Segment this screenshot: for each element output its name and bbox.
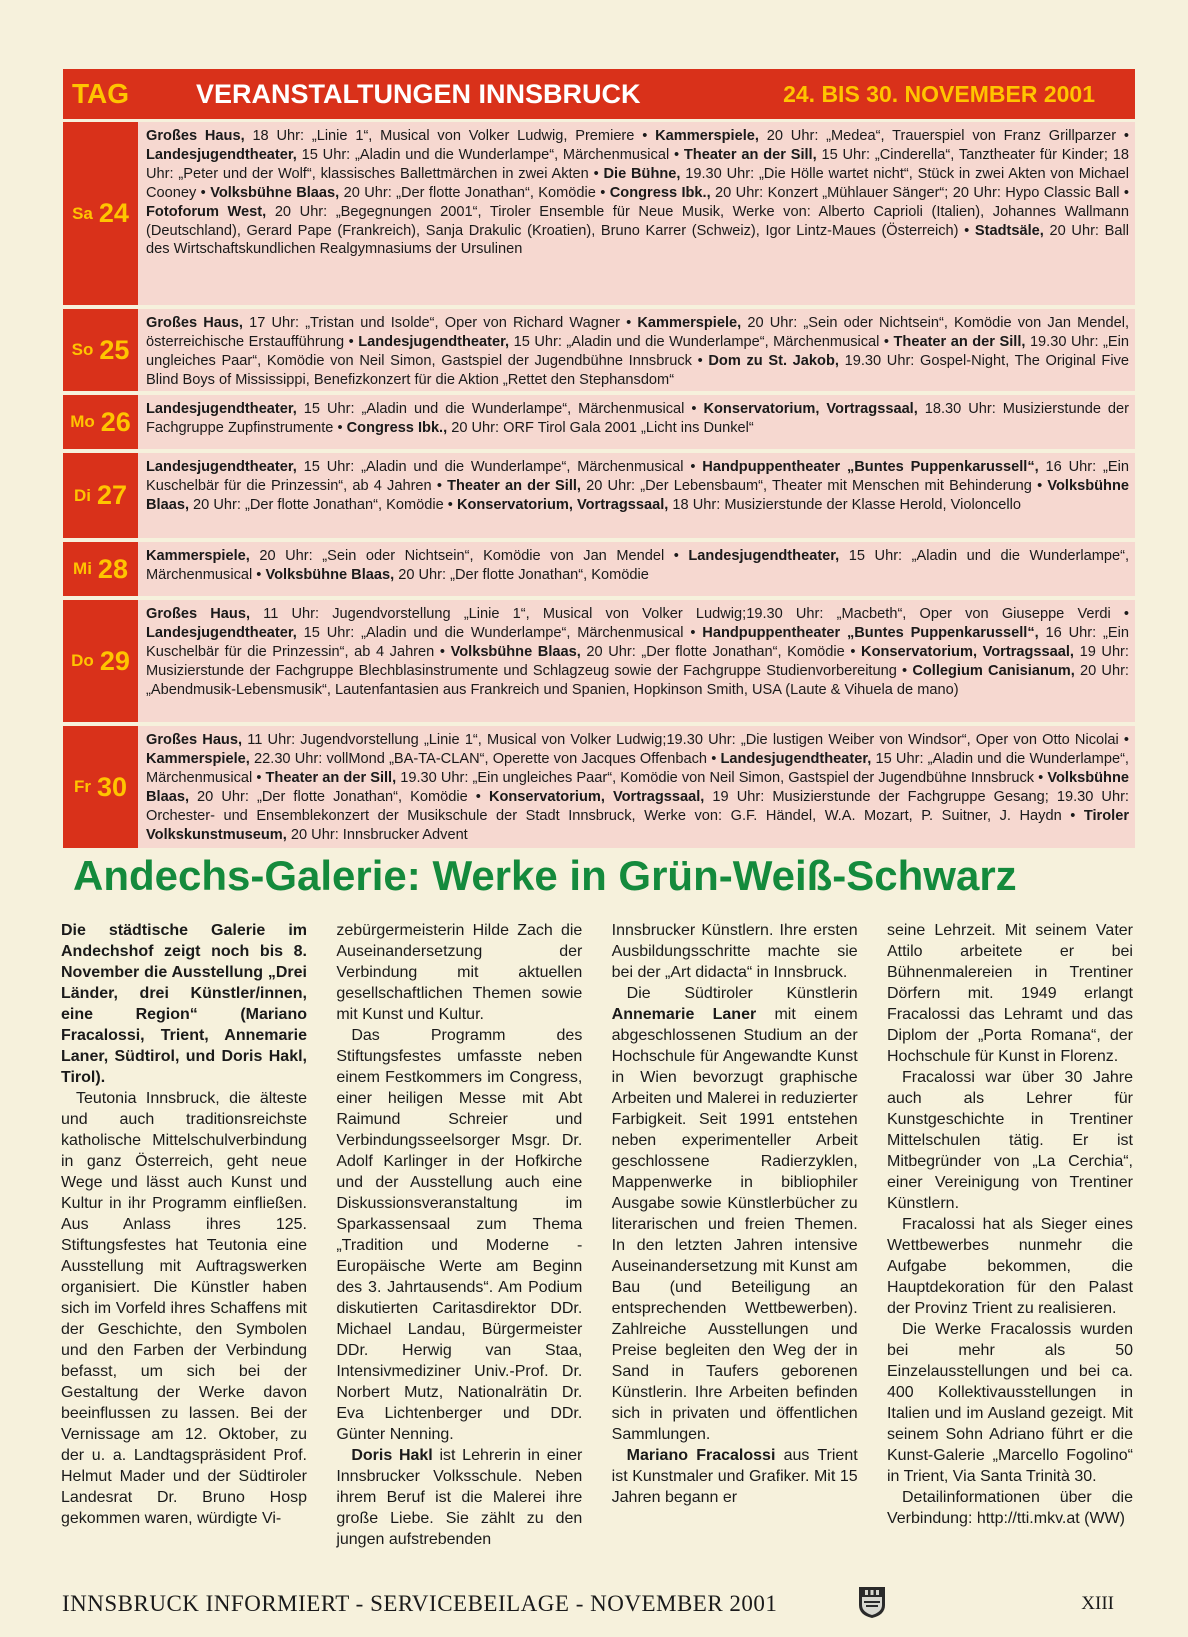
paragraph [612,983,858,1445]
weekday: Di [73,485,91,505]
paragraph-text: mit einem abgeschlossenen Studium an der Hochschule für Angewandte Kunst in Wien bevorzugt graphische Arbeiten und Malerei in reduzierter Farbigkeit. Seit 1991 entstehen neben experimenteller Arbeit geschlossene Radierzyklen, Mappenwerke in bibliophiler Ausgabe sowie Künstlerbücher zu literarischen und freien Themen. In den letzten Jahren intensive Auseinandersetzung mit Kunst am Bau (und Beteiligung an entsprechenden Wettbewerben). Zahlreiche Ausstellungen und Preise begleiten den Weg der in Sand in Taufers geborenen Künstlerin. Ihre Arbeiten befinden sich in privaten und öffentlichen Sammlungen. [611,1006,858,1443]
paragraph-text: Die Südtiroler Künstlerin [626,985,858,1002]
paragraph: Fracalossi hat als Sieger eines Wettbewerbes nunmehr die Aufgabe bekommen, die Hauptdekoration für den Palast der Provinz Trient zu realisieren. [886,1216,1133,1317]
day-label [63,122,138,305]
events-header [63,69,1135,122]
innsbruck-crest-icon [857,1585,887,1619]
day-column-header: TAG [71,78,130,109]
event-details: 20 Uhr: „Der flotte Jonathan“, Komödie • [339,184,610,201]
paragraph-text: aus Trient ist Kunstmaler und Grafiker. Mit 15 Jahren begann er [611,1447,858,1506]
paragraph-text: ist Lehrerin in einer Innsbrucker Volksschule. Neben ihrem Beruf ist die Malerei ihre große Liebe. Sie zählt zu den jungen aufstrebenden [336,1447,583,1548]
event-details: 19.30 Uhr: Gospel-Night, The Original Five Blind Boys of Mississippi, Benefizkonzert für die Aktion „Rettet den Stephansdom“ [146,352,1130,388]
event-details: 19.30 Uhr: „Die Hölle wartet nicht“, Stück in zwei Akten von Michael Cooney • [146,165,1130,201]
venue-name: Konservatorium, Vortragssaal, [456,496,669,513]
venue-name: Landesjugendtheater, [720,750,872,767]
article-headline: Andechs-Galerie: Werke in Grün-Weiß-Schwarz [73,852,1017,899]
venue-name: Fotoforum West, [146,203,267,220]
venue-name: Kammerspiele, [637,315,742,331]
venue-name: Kammerspiele, [146,548,250,564]
event-details: 20 Uhr: Innsbrucker Advent [286,826,468,843]
event-listing [138,309,1135,391]
paragraph: Teutonia Innsbruck, die älteste und auch traditionsreichste katholische Mittelschulverbindung in ganz Österreich, geht neue Wege und lässt auch Kunst und Kultur in ihr Programm einfließen. Aus Anlass ihres 125. Stiftungsfestes hat Teutonia eine Ausstellung mit Auftragswerken organisiert. Die Künstler haben sich im Vorfeld ihres Schaffens mit der Geschichte, den Symbolen und den Farben der Verbindung befasst, um sich bei der Gestaltung der Werke davon beeinflussen zu lassen. Bei der Vernissage am 12. Oktober, zu der u. a. Landtagspräsident Prof. Helmut Mader und der Südtiroler Landesrat Dr. Bruno Hosp gekommen waren, würdigte Vi- [61,1090,307,1527]
events-title: VERANSTALTUNGEN INNSBRUCK [196,78,641,109]
event-day-row [63,122,1135,309]
article-column-1 [61,920,307,1560]
venue-name: Dom zu St. Jakob, [708,352,839,369]
venue-name: Volksbühne Blaas, [265,566,395,583]
event-listing [138,600,1135,722]
events-date-range: 24. BIS 30. NOVEMBER 2001 [783,80,1095,107]
event-details: 16 Uhr: „Ein Kuschelbär für die Prinzessin“, ab 4 Jahren • [146,624,1129,660]
venue-name: Volksbühne Blaas, [210,184,340,201]
weekday: Sa [72,203,93,223]
event-details: 15 Uhr: „Cinderella“, Tanztheater für Kinder; 18 Uhr: „Peter und der Wolf“, klassisches Ballettmärchen in zwei Akten • [146,146,1129,182]
weekday: Mo [70,412,95,431]
venue-name: Großes Haus, [146,315,243,331]
article-body [61,920,1133,1560]
paragraph [612,1445,858,1508]
event-details: 18 Uhr: „Linie 1“, Musical von Volker Ludwig, Premiere • [244,128,656,144]
paragraph: zebürgermeisterin Hilde Zach die Auseinandersetzung der Verbindung mit aktuellen gesellschaftlichen Themen sowie mit Kunst und Kultur. [336,922,583,1023]
event-day-row [63,309,1135,395]
paragraph: Die Werke Fracalossis wurden bei mehr als 50 Einzelausstellungen und bei ca. 400 Kollektivausstellungen in Italien und im Ausland gezeigt. Mit seinem Sohn Adriano führt er die Kunst-Galerie „Marcello Fogolino“ in Trient, Via Santa Trinità 30. [886,1321,1133,1485]
event-listing [138,726,1135,848]
day-number: 24 [98,198,129,228]
day-number: 26 [100,406,131,437]
artist-name: Doris Hakl [351,1447,433,1464]
publication-name: INNSBRUCK INFORMIERT - SERVICEBEILAGE - NOVEMBER 2001 [62,1591,778,1616]
event-details: 22.30 Uhr: vollMond „BA-TA-CLAN“, Operette von Jacques Offenbach • [249,750,721,767]
venue-name: Volksbühne Blaas, [450,643,581,660]
events-table [63,69,1135,852]
paragraph [336,1445,582,1550]
article-column-3 [612,920,858,1560]
event-details: 11 Uhr: Jugendvorstellung „Linie 1“, Musical von Volker Ludwig;19.30 Uhr: „Die lustigen Weiber von Windsor“, Oper von Otto Nicolai • [242,732,1129,748]
events-rows [63,122,1135,852]
event-details: 16 Uhr: „Ein Kuschelbär für die Prinzessin“, ab 4 Jahren • [146,459,1129,494]
event-day-row [63,600,1135,726]
day-number: 29 [99,645,130,676]
paragraph: Das Programm des Stiftungsfestes umfasste neben einem Festkommers im Congress, einer heiligen Messe mit Abt Raimund Schreier und Verbindungsseelsorger Msgr. Dr. Adolf Karlinger in der Hofkirche und der Ausstellung auch eine Diskussionsveranstaltung im Sparkassensaal zum Thema „Tradition und Moderne - Europäische Werte am Beginn des 3. Jahrtausends“. Am Podium diskutierten Caritasdirektor DDr. Michael Landau, Bürgermeister DDr. Herwig van Staa, Intensivmediziner Univ.-Prof. Dr. Norbert Mutz, Nationalrätin Dr. Eva Lichtenberger und DDr. Günter Nenning. [336,1027,583,1443]
event-details: 19 Uhr: Musizierstunde der Fachgruppe Gesang; 19.30 Uhr: Orchester- und Ensemblekonzert der Musikschule der Stadt Innsbruck, Werke von: G.F. Händel, W.A. Mozart, P. Suitner, J. Haydn • [146,788,1129,824]
day-number: 27 [96,480,128,510]
event-listing [138,453,1135,538]
event-details: 20 Uhr: Konzert „Mühlauer Sänger“; 20 Uhr: Hypo Classic Ball • [710,184,1129,201]
venue-name: Landesjugendtheater, [146,146,297,163]
artist-name: Mariano Fracalossi [626,1447,776,1464]
event-details: 20 Uhr: „Abendmusik-Lebensmusik“, Lautenfantasien aus Frankreich und Spanien, Hopkinson Smith, USA (Laute & Vihuela de mano) [146,662,1129,698]
venue-name: Stadtsäle, [974,222,1044,239]
venue-name: Theater an der Sill, [447,477,581,494]
venue-name: Landesjugendtheater, [688,548,840,564]
venue-name: Kammerspiele, [146,750,250,767]
paragraph: Innsbrucker Künstlern. Ihre ersten Ausbildungsschritte machte sie bei der „Art didacta“ in Innsbruck. [611,922,858,981]
event-details: 20 Uhr: „Der flotte Jonathan“, Komödie [394,566,649,583]
venue-name: Großes Haus, [146,732,243,748]
event-details: 20 Uhr: „Begegnungen 2001“, Tiroler Ensemble für Neue Musik, Werke von: Alberto Caprioli (Italien), Johannes Wallmann (Deutschland), Gerard Pape (Frankreich), Sanja Drakulic (Kroatien), Bruno Karrer (Schweiz), Igor Lintz-Maues (Österreich) • [146,203,1130,239]
weekday: Fr [73,777,91,796]
event-details: 15 Uhr: „Aladin und die Wunderlampe“, Märchenmusical • [296,146,684,163]
weekday: Do [71,651,94,670]
event-details: 18.30 Uhr: Musizierstunde der Fachgruppe Zupfinstrumente • [146,401,1129,436]
venue-name: Großes Haus, [146,606,250,622]
venue-name: Congress Ibk., [346,419,448,436]
event-details: 11 Uhr: Jugendvorstellung „Linie 1“, Musical von Volker Ludwig;19.30 Uhr: „Macbeth“, Oper von Giuseppe Verdi • [250,606,1129,622]
venue-name: Tiroler Volkskunstmuseum, [146,807,1129,843]
venue-name: Theater an der Sill, [893,333,1026,350]
event-details: 20 Uhr: „Sein oder Nichtsein“, Komödie von Jan Mendel, österreichische Erstaufführung • [146,315,1130,350]
event-listing [138,122,1135,305]
event-details: 15 Uhr: „Aladin und die Wunderlampe“, Märchenmusical • [296,624,703,641]
venue-name: Konservatorium, Vortragssaal, [861,643,1074,660]
day-label [63,542,138,596]
event-details: 20 Uhr: „Der flotte Jonathan“, Komödie • [580,643,862,660]
paragraph: seine Lehrzeit. Mit seinem Vater Attilo arbeitete er bei Bühnenmalereien in Trentiner Dörfern mit. 1949 erlangt Fracalossi das Lehramt und das Diplom der „Porta Romana“, der Hochschule für Kunst in Florenz. [886,922,1133,1065]
paragraph: Fracalossi war über 30 Jahre auch als Lehrer für Kunstgeschichte in Trentiner Mittelschulen tätig. Er ist Mitbegründer von „La Cerchia“, einer Vereinigung von Trentiner Künstlern. [886,1069,1133,1212]
venue-name: Konservatorium, Vortragssaal, [488,788,705,805]
event-details: 19 Uhr: Musizierstunde der Fachgruppe Blechblasinstrumente und Schlagzeug sowie der Fachgruppe Studienvorbereitung • [146,643,1129,679]
venue-name: Handpuppentheater „Buntes Puppenkarussell“, [702,459,1039,475]
weekday: Mi [73,559,92,578]
day-label [63,309,138,391]
event-details: 15 Uhr: „Aladin und die Wunderlampe“, Märchenmusical • [509,333,894,350]
venue-name: Landesjugendtheater, [146,401,297,417]
event-details: 18 Uhr: Musizierstunde der Klasse Herold, Violoncello [668,496,1021,513]
article-column-4 [887,920,1133,1560]
day-label [63,726,138,848]
venue-name: Großes Haus, [146,128,245,144]
event-details: 20 Uhr: „Der Lebensbaum“, Theater mit Menschen mit Behinderung • [580,477,1048,494]
venue-name: Theater an der Sill, [683,146,817,163]
venue-name: Landesjugendtheater, [146,624,297,641]
event-details: 15 Uhr: „Aladin und die Wunderlampe“, Märchenmusical • [296,401,704,417]
venue-name: Handpuppentheater „Buntes Puppenkarussell“, [702,624,1039,641]
venue-name: Theater an der Sill, [265,769,397,786]
artist-name: Annemarie Laner [611,1006,757,1023]
venue-name: Volksbühne Blaas, [146,769,1129,805]
event-details: 20 Uhr: Ball des Wirtschaftskundlichen Realgymnasiums der Ursulinen [146,222,1129,258]
article-lead: Die städtische Galerie im Andechshof zeigt noch bis 8. November die Ausstellung „Drei Länder, drei Künstler/innen, eine Region“ (Mariano Fracalossi, Trient, Annemarie Laner, Südtirol, und Doris Hakl, Tirol). [61,922,307,1086]
event-listing [138,542,1135,596]
event-day-row [63,726,1135,852]
page-number: XIII [1081,1593,1114,1614]
day-label [63,453,138,538]
day-number: 30 [96,771,128,802]
page-footer [62,1585,1134,1619]
event-details: 17 Uhr: „Tristan und Isolde“, Oper von Richard Wagner • [242,315,638,331]
event-details: 19.30 Uhr: „Ein ungleiches Paar“, Komödie von Neil Simon, Gastspiel der Jugendbühne Innsbruck • [146,333,1129,369]
day-number: 28 [97,553,128,584]
venue-name: Kammerspiele, [655,128,759,144]
article-column-2 [336,920,582,1560]
event-details: 15 Uhr: „Aladin und die Wunderlampe“, Märchenmusical • [146,548,1129,583]
day-number: 25 [99,334,130,365]
event-details: 20 Uhr: „Medea“, Trauerspiel von Franz Grillparzer • [758,128,1129,144]
weekday: So [71,340,94,359]
venue-name: Landesjugendtheater, [146,459,297,475]
event-listing [138,395,1135,449]
venue-name: Die Bühne, [603,165,681,182]
event-details: 15 Uhr: „Aladin und die Wunderlampe“, Märchenmusical • [146,750,1129,786]
event-details: 20 Uhr: ORF Tirol Gala 2001 „Licht ins Dunkel“ [447,419,754,436]
event-details: 20 Uhr: „Der flotte Jonathan“, Komödie • [189,788,489,805]
venue-name: Landesjugendtheater, [358,333,510,350]
venue-name: Konservatorium, Vortragssaal, [703,401,918,417]
event-day-row [63,453,1135,542]
event-details: 20 Uhr: „Sein oder Nichtsein“, Komödie von Jan Mendel • [249,548,689,564]
event-details: 19.30 Uhr: „Ein ungleiches Paar“, Komödie von Neil Simon, Gastspiel der Jugendbühne Innsbruck • [396,769,1048,786]
day-label [63,395,138,449]
venue-name: Collegium Canisianum, [912,662,1075,679]
venue-name: Congress Ibk., [609,184,711,201]
venue-name: Volksbühne Blaas, [146,477,1129,513]
event-details: 15 Uhr: „Aladin und die Wunderlampe“, Märchenmusical • [296,459,703,475]
event-day-row [63,542,1135,600]
day-label [63,600,138,722]
paragraph: Detailinformationen über die Verbindung: http://tti.mkv.at (WW) [886,1489,1133,1527]
event-day-row [63,395,1135,453]
event-details: 20 Uhr: „Der flotte Jonathan“, Komödie • [189,496,457,513]
